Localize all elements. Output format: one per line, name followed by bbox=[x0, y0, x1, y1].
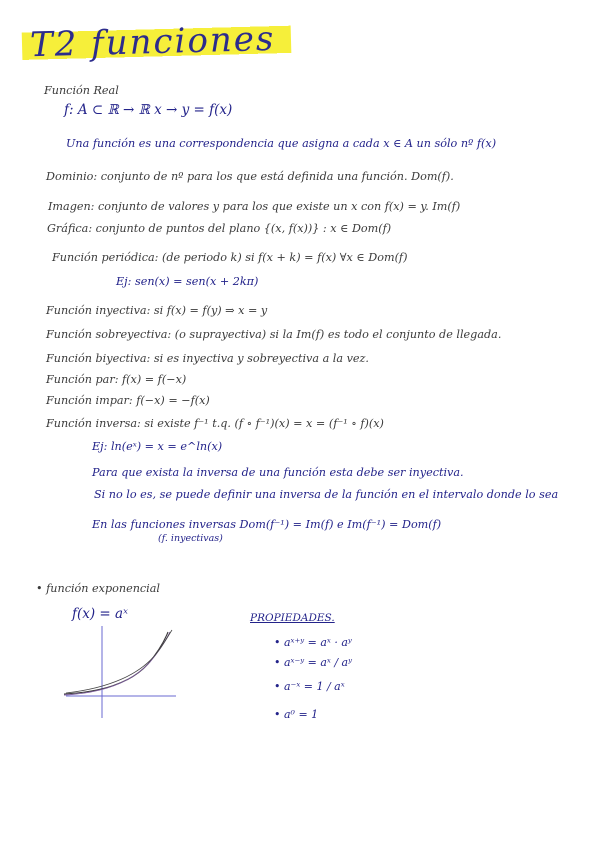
definition-sobreyectiva: Función sobreyectiva: (o suprayectiva) si la Im(f) es todo el conjunto de llegada. bbox=[46, 328, 502, 341]
exp-curve-2 bbox=[64, 632, 170, 695]
property-zero-exponent: • a⁰ = 1 bbox=[274, 708, 319, 721]
note-inyectivas: (f. inyectivas) bbox=[158, 533, 223, 544]
heading-funcion-exponencial: • función exponencial bbox=[36, 582, 160, 595]
definition-mapping: f: A ⊂ ℝ → ℝ x → y = f(x) bbox=[64, 102, 233, 118]
property-negative-exponent: • a⁻ˣ = 1 / aˣ bbox=[274, 680, 345, 693]
exponential-graph bbox=[60, 618, 180, 728]
definition-periodica: Función periódica: (de periodo k) si f(x + k) = f(x) ∀x ∈ Dom(f) bbox=[52, 251, 408, 264]
heading-funcion-real: Función Real bbox=[44, 84, 119, 97]
definition-inyectiva: Función inyectiva: si f(x) = f(y) ⇒ x = y bbox=[46, 304, 268, 317]
note-inversa-intervalo: Si no lo es, se puede definir una inversa de la función en el intervalo donde lo sea bbox=[94, 488, 559, 501]
definition-funcion: Una función es una correspondencia que asigna a cada x ∈ A un sólo nº f(x) bbox=[66, 137, 497, 150]
page-title: T2 funciones bbox=[22, 18, 292, 65]
properties-heading: PROPIEDADES. bbox=[250, 612, 335, 624]
definition-par: Función par: f(x) = f(−x) bbox=[46, 373, 187, 386]
note-dominio-imagen-inversa: En las funciones inversas Dom(f⁻¹) = Im(f) e Im(f⁻¹) = Dom(f) bbox=[92, 518, 442, 531]
example-periodica: Ej: sen(x) = sen(x + 2kπ) bbox=[116, 275, 259, 288]
example-inversa: Ej: ln(eˣ) = x = e^ln(x) bbox=[92, 440, 223, 453]
definition-impar: Función impar: f(−x) = −f(x) bbox=[46, 394, 210, 407]
note-inversa-inyectiva: Para que exista la inversa de una función esta debe ser inyectiva. bbox=[92, 466, 464, 479]
property-product: • aˣ⁺ʸ = aˣ · aʸ bbox=[274, 636, 352, 649]
formula-exponencial: f(x) = aˣ bbox=[72, 606, 128, 622]
property-quotient: • aˣ⁻ʸ = aˣ / aʸ bbox=[274, 656, 353, 669]
definition-inversa: Función inversa: si existe f⁻¹ t.q. (f ∘ f⁻¹)(x) = x = (f⁻¹ ∘ f)(x) bbox=[46, 417, 384, 430]
definition-biyectiva: Función biyectiva: si es inyectiva y sobreyectiva a la vez. bbox=[46, 352, 369, 365]
definition-dominio: Dominio: conjunto de nº para los que está definida una función. Dom(f). bbox=[46, 170, 454, 183]
definition-grafica: Gráfica: conjunto de puntos del plano {(x, f(x))} : x ∈ Dom(f) bbox=[47, 222, 392, 235]
definition-imagen: Imagen: conjunto de valores y para los que existe un x con f(x) = y. Im(f) bbox=[48, 200, 461, 213]
